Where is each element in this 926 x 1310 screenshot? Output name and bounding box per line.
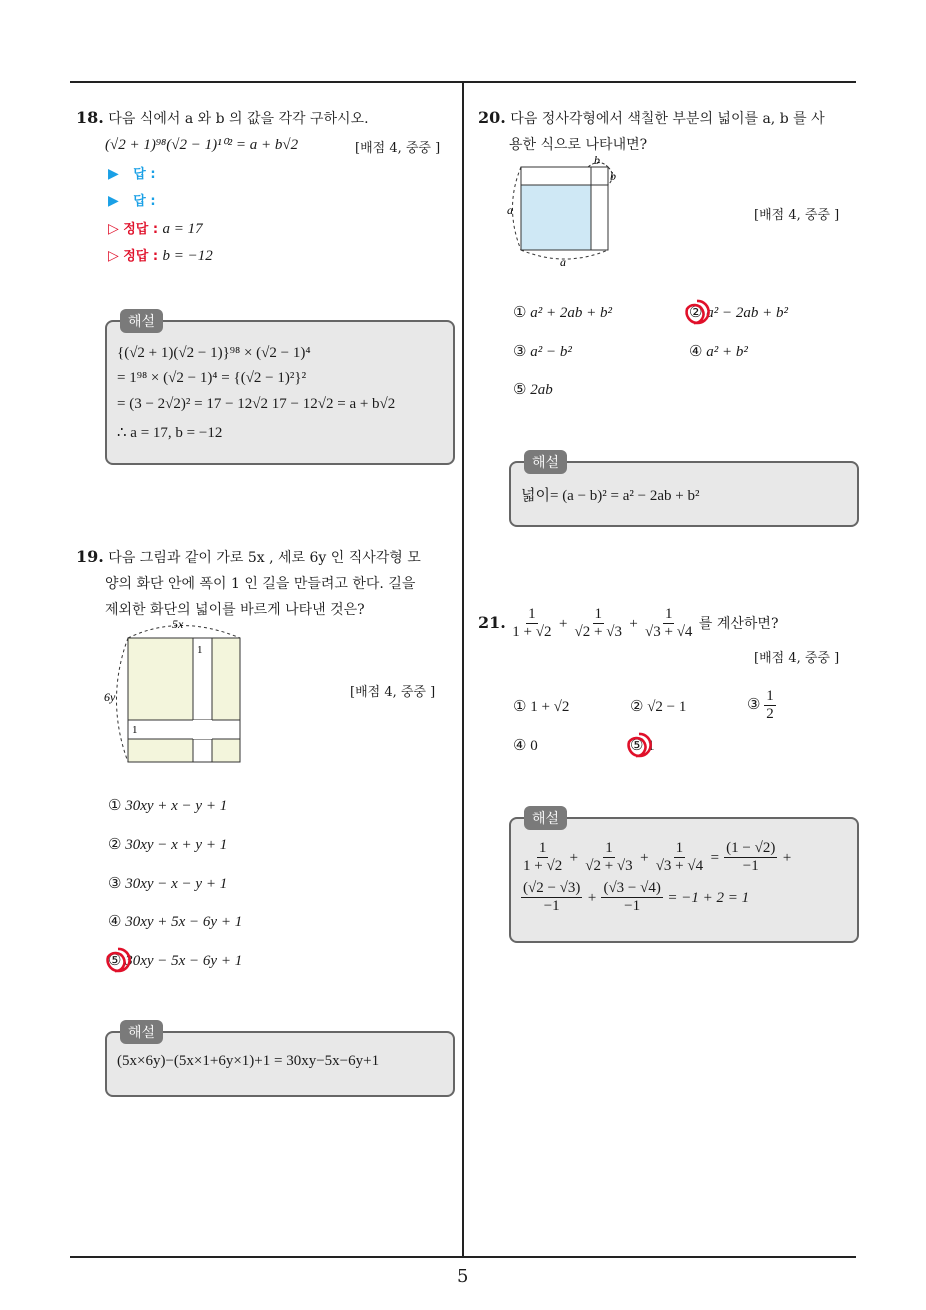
answer-label: 답 : — [133, 167, 156, 182]
q21-explain-line-2: $\frac{(√2 - √3)}{-1}$ + $\frac{(√3 - √4)}{-1}$ = −1 + 2 = 1 — [523, 880, 750, 915]
option-mark: ③ — [108, 876, 122, 892]
q18-explanation-box — [105, 320, 455, 465]
option-text: √2 − 1 — [647, 699, 687, 715]
option-text: 1 + √2 — [530, 699, 570, 715]
fig-label-b-right: b — [610, 169, 616, 183]
option-mark: ④ — [513, 738, 527, 754]
answer-label: 답 : — [133, 194, 156, 209]
option-text: 30xy − 5x − 6y + 1 — [125, 953, 243, 969]
option-text: a² − b² — [530, 344, 572, 360]
q18-answer-line-1 — [108, 163, 156, 182]
q19-explain-line: (5x×6y)−(5x×1+6y×1)+1 = 30xy−5x−6y+1 — [117, 1053, 380, 1069]
q19-explanation-tag: 해설 — [120, 1020, 163, 1044]
option-text: 30xy − x + y + 1 — [125, 837, 228, 853]
q18-answer-line-2 — [108, 190, 156, 209]
option-text: a² + 2ab + b² — [530, 305, 612, 321]
option-mark: ④ — [108, 914, 122, 930]
q20-option-4[interactable] — [689, 342, 748, 361]
ex-frac-3: $\frac{1}{√3 + √4}$ — [655, 840, 704, 875]
q18-question — [76, 108, 369, 128]
q20-explain-line: 넓이= (a − b)² = a² − 2ab + b² — [521, 488, 700, 504]
q19-option-2[interactable] — [108, 835, 227, 854]
fig-path-width-left: 1 — [132, 724, 138, 736]
q21-option-4[interactable] — [513, 736, 538, 755]
q18-explain-line-3: = (3 − 2√2)² = 17 − 12√2 17 − 12√2 = a + b√2 — [117, 396, 396, 412]
page-number: 5 — [457, 1266, 469, 1287]
q20-explanation-tag: 해설 — [524, 450, 567, 474]
option-text: a² − 2ab + b² — [706, 305, 788, 321]
outline-triangle-icon: ▷ — [108, 248, 119, 264]
fig-width-label: 5x — [172, 617, 184, 631]
correct-label: 정답 : — [123, 249, 159, 264]
q20-figure — [500, 150, 625, 270]
fig-label-a-bottom: a — [560, 255, 566, 269]
option-mark: ② — [108, 837, 122, 853]
option-mark: ③ — [513, 344, 527, 360]
q20-option-3[interactable] — [513, 342, 572, 361]
option-mark: ① — [513, 699, 527, 715]
option-mark: ⑤ — [630, 738, 644, 754]
q18-correct-1 — [108, 218, 203, 238]
q21-option-2[interactable] — [630, 697, 686, 716]
option-text: 0 — [530, 738, 538, 754]
q21-option-1[interactable] — [513, 697, 569, 716]
q21-explanation-tag: 해설 — [524, 806, 567, 830]
ex-frac-4: $\frac{(1 - √2)}{-1}$ — [726, 840, 776, 875]
q21-question-tail: 를 계산하면? — [698, 615, 779, 632]
q20-question-text: 다음 정사각형에서 색칠한 부분의 넓이를 a, b 를 사 — [510, 111, 825, 127]
option-text: 2ab — [530, 382, 553, 398]
ex-frac-2: $\frac{1}{√2 + √3}$ — [585, 840, 633, 875]
answer-circle-icon — [103, 945, 133, 975]
q19-number: 19. — [76, 547, 104, 566]
q18-question-text: 다음 식에서 a 와 b 의 값을 각각 구하시오. — [108, 111, 369, 127]
ex-tail: = −1 + 2 = 1 — [667, 889, 750, 906]
fig-label-b-top: b — [594, 153, 600, 167]
option-mark: ⑤ — [108, 953, 122, 969]
q19-question-line-1 — [76, 547, 421, 567]
q18-score: [배점 4, 중중 ] — [355, 141, 441, 156]
triangle-icon: ▶ — [108, 166, 119, 182]
option-text: 30xy + 5x − 6y + 1 — [125, 914, 243, 930]
option-text: 30xy − x − y + 1 — [125, 876, 228, 892]
q19-option-4[interactable] — [108, 912, 242, 931]
ex-frac-5: $\frac{(√2 - √3)}{-1}$ — [523, 880, 581, 915]
correct-value: a = 17 — [162, 221, 203, 237]
plus-sign: + — [557, 615, 569, 632]
q20-question-line-1 — [478, 108, 825, 128]
q20-option-1[interactable] — [513, 303, 612, 322]
triangle-icon: ▶ — [108, 193, 119, 209]
q20-number: 20. — [478, 108, 506, 127]
q19-score: [배점 4, 중중 ] — [350, 685, 436, 700]
plus-sign: + — [628, 615, 639, 632]
correct-value: b = −12 — [162, 248, 213, 264]
outline-triangle-icon: ▷ — [108, 221, 119, 237]
q18-explain-line-2: = 1⁹⁸ × (√2 − 1)⁴ = {(√2 − 1)²}² — [117, 370, 307, 386]
q20-score: [배점 4, 중중 ] — [754, 208, 840, 223]
q21-question — [478, 606, 778, 642]
q21-frac-2: $\frac{1}{√2 + √3}$ — [574, 606, 622, 641]
q18-explain-line-1: {(√2 + 1)(√2 − 1)}⁹⁸ × (√2 − 1)⁴ — [117, 345, 311, 361]
q18-correct-2 — [108, 245, 213, 265]
q21-frac-3: $\frac{1}{√3 + √4}$ — [645, 606, 693, 641]
option-mark: ③ — [747, 697, 761, 714]
q19-question-line-3: 제외한 화단의 넓이를 바르게 나타낸 것은? — [105, 602, 365, 618]
fig-height-label: 6y — [104, 690, 116, 704]
q19-option-3[interactable] — [108, 874, 227, 893]
ex-frac-6: $\frac{(√3 - √4)}{-1}$ — [603, 880, 661, 915]
ex-frac-1: $\frac{1}{1 + √2}$ — [523, 840, 563, 875]
option-mark: ⑤ — [513, 382, 527, 398]
option-mark: ② — [630, 699, 644, 715]
option-text: a² + b² — [706, 344, 748, 360]
fig-label-a-left: a — [507, 203, 513, 217]
q18-expression: (√2 + 1)⁹⁸(√2 − 1)¹⁰² = a + b√2 — [105, 137, 299, 153]
option-fraction: $\frac{1}{2}$ — [766, 688, 774, 723]
option-mark: ④ — [689, 344, 703, 360]
q19-figure — [100, 615, 250, 770]
correct-label: 정답 : — [123, 222, 159, 237]
q21-explain-line-1: $\frac{1}{1 + √2}$ + $\frac{1}{√2 + √3}$ + $\frac{1}{√3 + √4}$ = $\frac{(1 - √2)}{-1}$ + — [523, 840, 792, 875]
q19-option-1[interactable] — [108, 796, 227, 815]
option-mark: ② — [689, 305, 703, 321]
answer-circle-icon — [624, 730, 654, 760]
q19-question-line-2: 양의 화단 안에 폭이 1 인 길을 만들려고 한다. 길을 — [105, 576, 416, 592]
q18-number: 18. — [76, 108, 104, 127]
q19-question-text: 다음 그림과 같이 가로 5x , 세로 6y 인 직사각형 모 — [108, 550, 421, 566]
q21-frac-1: $\frac{1}{1 + √2}$ — [512, 606, 552, 641]
option-text: 1 — [647, 738, 655, 754]
q21-option-3[interactable] — [747, 688, 776, 724]
column-divider — [462, 81, 464, 1258]
answer-circle-icon — [682, 297, 712, 327]
fig-path-width-top: 1 — [197, 644, 203, 656]
q18-explanation-tag: 해설 — [120, 309, 163, 333]
q20-option-5[interactable] — [513, 380, 553, 399]
q18-explain-line-4: ∴ a = 17, b = −12 — [117, 425, 223, 441]
bottom-rule — [70, 1256, 856, 1258]
q21-score: [배점 4, 중중 ] — [754, 651, 840, 666]
option-mark: ① — [513, 305, 527, 321]
q21-number: 21. — [478, 612, 506, 632]
option-text: 30xy + x − y + 1 — [125, 798, 228, 814]
option-mark: ① — [108, 798, 122, 814]
q20-question-line-2: 용한 식으로 나타내면? — [509, 137, 648, 153]
